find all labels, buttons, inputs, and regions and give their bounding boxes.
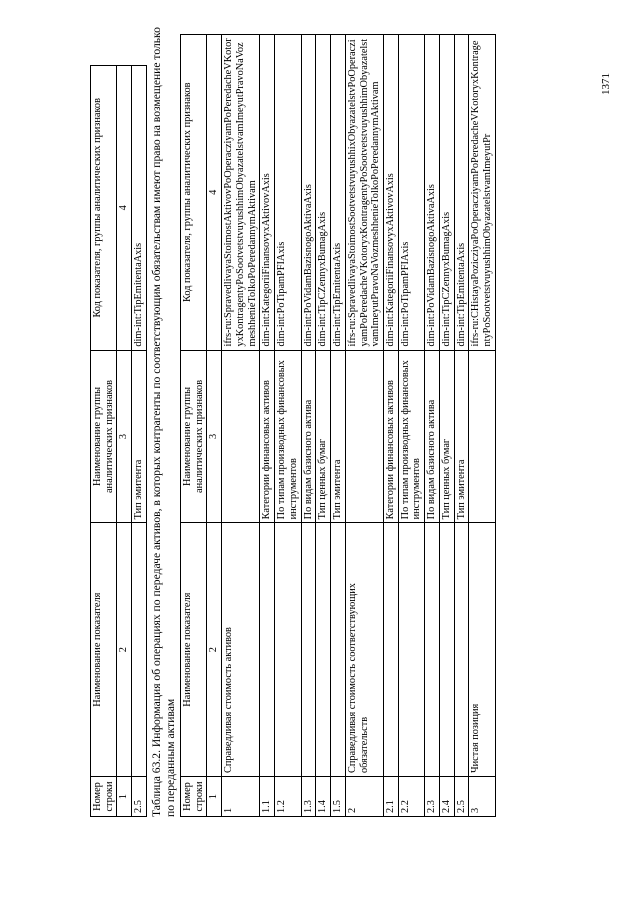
row-number: 1.2 [275,777,301,817]
row-number: 1.3 [301,777,316,817]
row-number: 2.3 [425,777,440,817]
group-name: Тип ценных бумаг [316,350,331,523]
indicator-code: dim-int:KategoriiFinansovyxAktivovAxis [260,35,275,351]
table-row [316,35,331,817]
column-number: 4 [117,66,132,351]
indicator-code: dim-int:TipCZennyxBumagAxis [316,35,331,351]
indicator-code: dim-int:PoVidamBazisnogoAktivaAxis [301,35,316,351]
page-number: 1371 [600,73,612,95]
header-indicator-name: Наименование показателя [91,523,117,777]
group-name: По типам производных финансовых инструментов [398,350,424,523]
indicator-code: dim-int:PoTipamPFIAxis [275,35,301,351]
indicator-name [260,523,275,777]
indicator-name: Справедливая стоимость соответствующих обязательств [345,523,383,777]
header-code: Код показателя, группы аналитических признаков [91,66,117,351]
group-name: Категории финансовых активов [260,350,275,523]
header-row-number: Номер строки [91,777,117,817]
group-name: Тип эмитента [454,350,469,523]
indicator-name [384,523,399,777]
indicator-name [439,523,454,777]
row-number: 1 [222,777,260,817]
group-name: Тип эмитента [331,350,346,523]
group-name: По видам базисного актива [425,350,440,523]
header-indicator-name: Наименование показателя [181,523,207,777]
group-name [222,350,260,523]
row-number: 2.2 [398,777,424,817]
table-row [222,35,260,817]
row-number: 2 [345,777,383,817]
table2-column-numbers [207,35,222,817]
indicator-name [454,523,469,777]
group-name: По видам базисного актива [301,350,316,523]
table-row [439,35,454,817]
indicator-name [275,523,301,777]
table-row [384,35,399,817]
table-continuation [90,65,147,817]
group-name: Категории финансовых активов [384,350,399,523]
group-name: Тип ценных бумаг [439,350,454,523]
indicator-name [316,523,331,777]
header-group-name: Наименование группы аналитических признаков [181,350,207,523]
indicator-name [425,523,440,777]
header-code: Код показателя, группы аналитических признаков [181,35,207,351]
indicator-name: Чистая позиция [469,523,495,777]
indicator-code: dim-int:KategoriiFinansovyxAktivovAxis [384,35,399,351]
group-name: По типам производных финансовых инструментов [275,350,301,523]
table-row [345,35,383,817]
indicator-code: dim-int:TipEmitentaAxis [132,66,147,351]
column-number: 2 [117,523,132,777]
column-number: 2 [207,523,222,777]
table-row [454,35,469,817]
table-row [469,35,495,817]
header-row-number: Номер строки [181,777,207,817]
column-number: 1 [117,777,132,817]
indicator-code: dim-int:TipEmitentaAxis [331,35,346,351]
row-number: 2.5 [132,777,147,817]
column-number: 4 [207,35,222,351]
row-number: 2.5 [454,777,469,817]
table-row [275,35,301,817]
indicator-name [398,523,424,777]
row-number: 1.4 [316,777,331,817]
group-name [469,350,495,523]
table-row [331,35,346,817]
indicator-code: ifrs-ru:CHistayaPozicziyaPoOperacziyamPoPeredacheVKotoryxKontragentyPoSootvetstvuyushhimObyazatelstvamImeyutPr [469,35,495,351]
table-caption: Таблица 63.2. Информация об операциях по передаче активов, в которых контрагенты по соответствующим обязательствам имеют право на возмещение только по переданным активам [150,27,177,817]
column-number: 3 [207,350,222,523]
indicator-code: dim-int:TipCZennyxBumagAxis [439,35,454,351]
row-number: 3 [469,777,495,817]
group-name [345,350,383,523]
table-row [260,35,275,817]
table-row [398,35,424,817]
column-number: 3 [117,350,132,523]
row-number: 2.4 [439,777,454,817]
header-group-name: Наименование группы аналитических признаков [91,350,117,523]
column-number: 1 [207,777,222,817]
table2-header-row [181,35,207,817]
row-number: 2.1 [384,777,399,817]
indicator-name [301,523,316,777]
table-row [132,66,147,817]
indicator-name: Справедливая стоимость активов [222,523,260,777]
indicator-code: dim-int:TipEmitentaAxis [454,35,469,351]
row-number: 1.1 [260,777,275,817]
indicator-name [132,523,147,777]
table-63-2 [180,34,496,817]
row-number: 1.5 [331,777,346,817]
table-row [425,35,440,817]
indicator-code: dim-int:PoTipamPFIAxis [398,35,424,351]
indicator-code: ifrs-ru:SpravedlivayaStoimostSootvetstvuyushhixObyazatelstvPoOperacziyamPoPeredacheVKotoryxKontragentyPoSootvetstvuyushhimObyazatelstvamImeyutPravoNaVozmeshhenieTolkoPoPeredannymAktivam [345,35,383,351]
group-name: Тип эмитента [132,350,147,523]
indicator-code: dim-int:PoVidamBazisnogoAktivaAxis [425,35,440,351]
table1-column-numbers [117,66,132,817]
indicator-name [331,523,346,777]
indicator-code: ifrs-ru:SpravedlivayaStoimostAktivovPoOperacziyamPoPeredacheVKotoryxKontragentyPoSootvetstvuyushhimObyazatelstvamImeyutPravoNaVozmeshhenieTolkoPoPeredannymAktivam [222,35,260,351]
table1-header-row [91,66,117,817]
table-row [301,35,316,817]
